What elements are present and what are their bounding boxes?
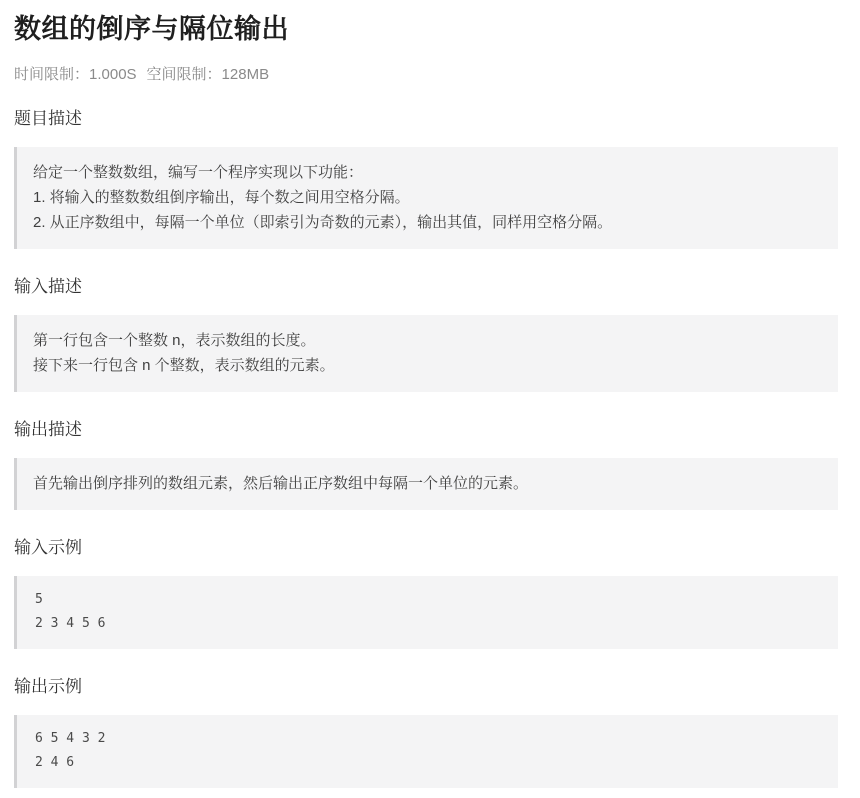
description-line: 1. 将输入的整数数组倒序输出，每个数之间用空格分隔。 — [33, 188, 410, 206]
description-line: 2. 从正序数组中，每隔一个单位（即索引为奇数的元素），输出其值，同样用空格分隔。 — [33, 213, 613, 231]
memory-limit: 空间限制：128MB — [146, 65, 270, 83]
resource-limits — [14, 65, 838, 85]
sample-input-line: 5 — [35, 591, 43, 607]
description-line: 首先输出倒序排列的数组元素，然后输出正序数组中每隔一个单位的元素。 — [33, 474, 529, 492]
section-input-description — [14, 276, 838, 392]
description-line: 接下来一行包含 n 个整数，表示数组的元素。 — [33, 356, 335, 374]
section-sample-input — [14, 537, 838, 649]
problem-title: 数组的倒序与隔位输出 — [14, 14, 289, 44]
description-line: 第一行包含一个整数 n，表示数组的长度。 — [33, 331, 316, 349]
problem-description-box — [14, 147, 838, 249]
section-heading-problem-description: 题目描述 — [14, 108, 82, 128]
input-description-box — [14, 315, 838, 392]
sample-output-box — [14, 715, 838, 788]
output-description-box — [14, 458, 838, 510]
section-heading-input-description: 输入描述 — [14, 276, 82, 296]
section-output-description — [14, 419, 838, 510]
section-heading-sample-output: 输出示例 — [14, 676, 82, 696]
section-sample-output — [14, 676, 838, 788]
sample-input-box — [14, 576, 838, 649]
description-line: 给定一个整数数组，编写一个程序实现以下功能： — [33, 163, 364, 181]
section-heading-output-description: 输出描述 — [14, 419, 82, 439]
sample-output-line: 6 5 4 3 2 — [35, 730, 106, 746]
sample-output-line: 2 4 6 — [35, 754, 75, 770]
section-problem-description — [14, 108, 838, 249]
sample-input-line: 2 3 4 5 6 — [35, 615, 106, 631]
time-limit: 时间限制：1.000S — [14, 65, 137, 83]
section-heading-sample-input: 输入示例 — [14, 537, 82, 557]
